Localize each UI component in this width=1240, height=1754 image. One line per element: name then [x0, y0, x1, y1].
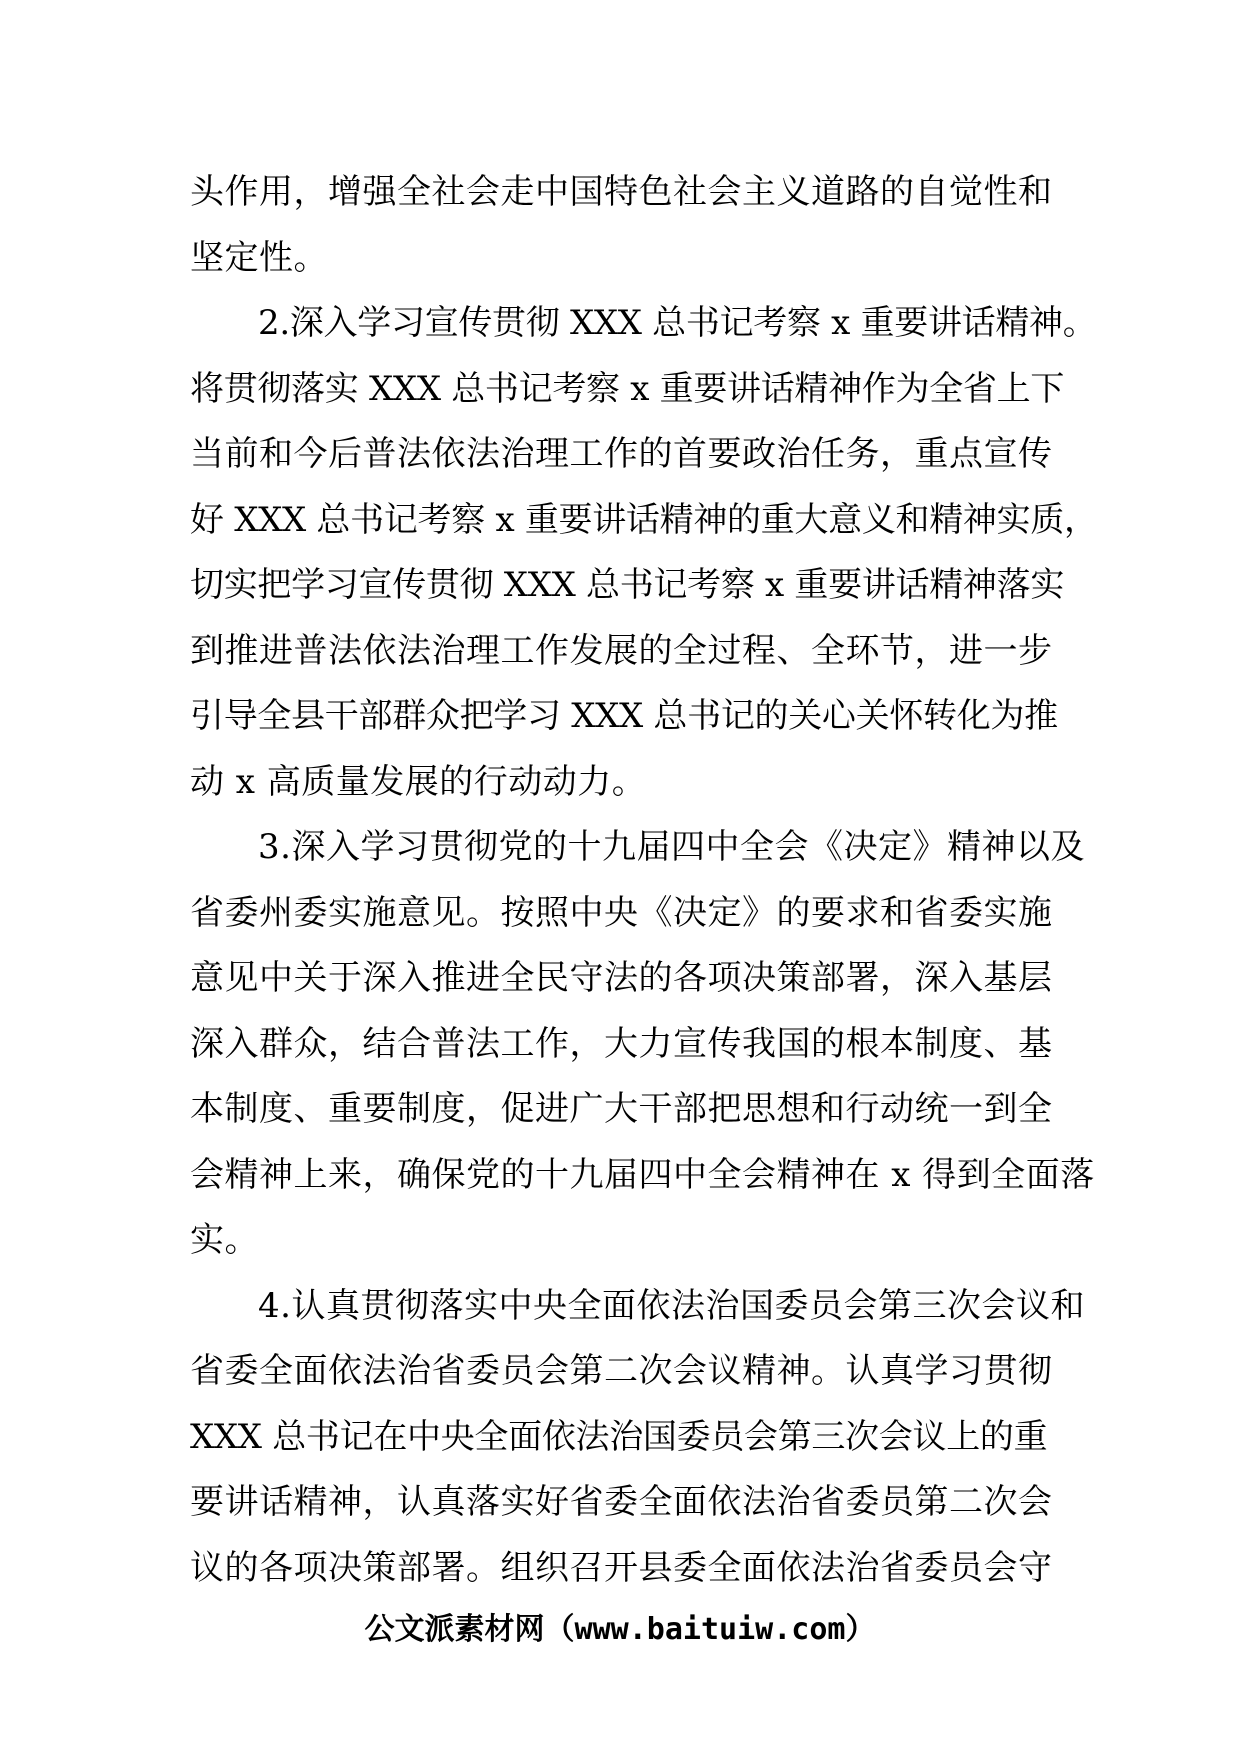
footer-watermark: 公文派素材网（www.baituiw.com）: [364, 1612, 876, 1647]
text-line: 省委全面依法治省委员会第二次会议精神。认真学习贯彻: [190, 1351, 1053, 1391]
text-line: 当前和今后普法依法治理工作的首要政治任务，重点宣传: [190, 434, 1053, 474]
text-line: 本制度、重要制度，促进广大干部把思想和行动统一到全: [190, 1089, 1053, 1129]
text-line: 省委州委实施意见。按照中央《决定》的要求和省委实施: [190, 892, 1053, 933]
text-line: 头作用，增强全社会走中国特色社会主义道路的自觉性和: [190, 172, 1053, 212]
text-line: 切实把学习宣传贯彻 XXX 总书记考察 x 重要讲话精神落实: [190, 565, 1065, 605]
text-line: 引导全县干部群众把学习 XXX 总书记的关心关怀转化为推: [190, 696, 1058, 736]
text-line: XXX 总书记在中央全面依法治国委员会第三次会议上的重: [190, 1416, 1048, 1457]
paragraph-first-line: 2.深入学习宣传贯彻 XXX 总书记考察 x 重要讲话精神。: [258, 303, 1097, 343]
text-line: 议的各项决策部署。组织召开县委全面依法治省委员会守: [190, 1547, 1053, 1588]
paragraph-first-line: 4.认真贯彻落实中央全面依法治国委员会第三次会议和: [258, 1285, 1085, 1326]
text-line: 将贯彻落实 XXX 总书记考察 x 重要讲话精神作为全省上下: [190, 368, 1065, 409]
text-line: 深入群众，结合普法工作，大力宣传我国的根本制度、基: [190, 1023, 1053, 1064]
text-line: 会精神上来，确保党的十九届四中全会精神在 x 得到全面落: [190, 1154, 1095, 1195]
document-body: [190, 160, 1098, 1601]
text-line: 意见中关于深入推进全民守法的各项决策部署，深入基层: [190, 958, 1053, 998]
text-line: 实。: [190, 1220, 259, 1260]
text-line: 好 XXX 总书记考察 x 重要讲话精神的重大意义和精神实质，: [190, 499, 1098, 540]
text-line: 要讲话精神，认真落实好省委全面依法治省委员第二次会: [190, 1482, 1053, 1522]
text-line: 到推进普法依法治理工作发展的全过程、全环节，进一步: [190, 630, 1053, 671]
text-line: 坚定性。: [190, 237, 328, 278]
text-line: 动 x 高质量发展的行动动力。: [190, 761, 647, 802]
paragraph-first-line: 3.深入学习贯彻党的十九届四中全会《决定》精神以及: [258, 827, 1085, 867]
